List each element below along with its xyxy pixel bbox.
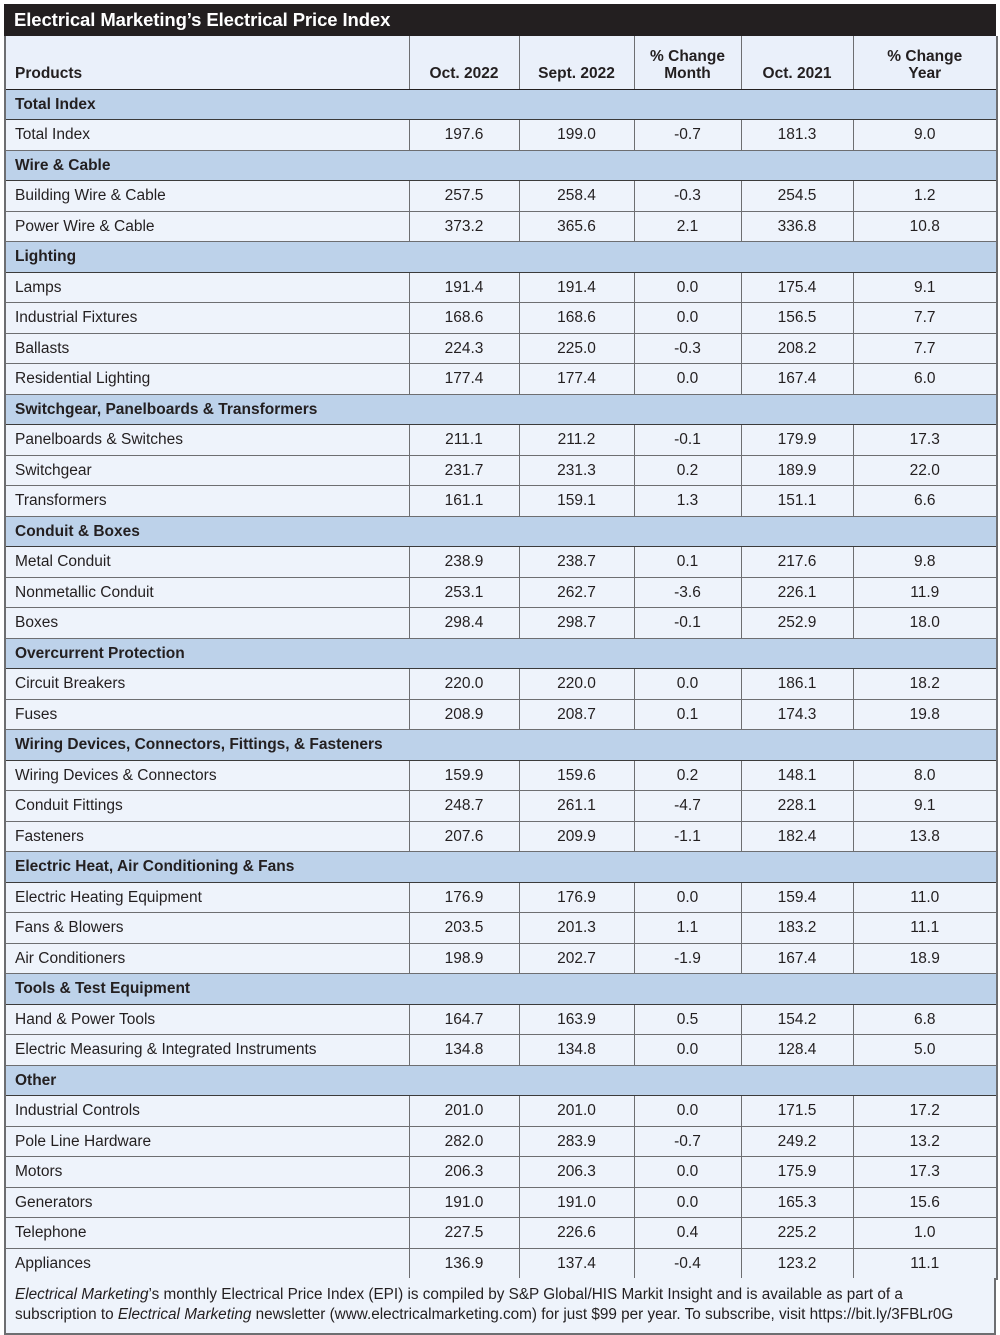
cell-oct-2021: 249.2 — [741, 1126, 853, 1157]
cell-sept-2022: 134.8 — [519, 1035, 634, 1066]
cell-oct-2022: 220.0 — [409, 669, 519, 700]
cell-oct-2022: 197.6 — [409, 120, 519, 151]
cell-pct-change-month: 0.0 — [634, 1035, 741, 1066]
section-header-row — [5, 852, 997, 883]
cell-sept-2022: 176.9 — [519, 882, 634, 913]
column-header-pct-change-year — [853, 36, 997, 89]
table-row — [5, 1004, 997, 1035]
cell-product-name: Switchgear — [5, 455, 409, 486]
cell-pct-change-year: 18.0 — [853, 608, 997, 639]
cell-pct-change-month: 0.5 — [634, 1004, 741, 1035]
cell-oct-2021: 208.2 — [741, 333, 853, 364]
cell-pct-change-year: 9.0 — [853, 120, 997, 151]
table-row — [5, 882, 997, 913]
cell-product-name: Motors — [5, 1157, 409, 1188]
cell-oct-2022: 201.0 — [409, 1096, 519, 1127]
page-title: Electrical Marketing’s Electrical Price Index — [4, 4, 996, 36]
cell-product-name: Industrial Fixtures — [5, 303, 409, 334]
table-row — [5, 1218, 997, 1249]
cell-pct-change-year: 6.6 — [853, 486, 997, 517]
cell-oct-2022: 211.1 — [409, 425, 519, 456]
cell-sept-2022: 298.7 — [519, 608, 634, 639]
footnote-text-2: newsletter (www.electricalmarketing.com) for just $99 per year. To subscribe, visit https://bit.ly/3FBLr0G — [251, 1306, 954, 1324]
cell-sept-2022: 159.6 — [519, 760, 634, 791]
cell-product-name: Ballasts — [5, 333, 409, 364]
cell-product-name: Fans & Blowers — [5, 913, 409, 944]
table-row — [5, 1187, 997, 1218]
table-row — [5, 699, 997, 730]
cell-oct-2021: 165.3 — [741, 1187, 853, 1218]
cell-pct-change-year: 11.0 — [853, 882, 997, 913]
column-header-pct-change-month-line1: % Change — [650, 47, 725, 65]
cell-pct-change-year: 11.9 — [853, 577, 997, 608]
cell-sept-2022: 261.1 — [519, 791, 634, 822]
cell-oct-2022: 224.3 — [409, 333, 519, 364]
cell-pct-change-month: -0.1 — [634, 608, 741, 639]
cell-sept-2022: 137.4 — [519, 1248, 634, 1279]
cell-oct-2021: 154.2 — [741, 1004, 853, 1035]
cell-oct-2021: 128.4 — [741, 1035, 853, 1066]
cell-oct-2021: 254.5 — [741, 181, 853, 212]
cell-pct-change-month: -3.6 — [634, 577, 741, 608]
cell-product-name: Fasteners — [5, 821, 409, 852]
cell-oct-2022: 177.4 — [409, 364, 519, 395]
table-row — [5, 608, 997, 639]
cell-pct-change-year: 13.2 — [853, 1126, 997, 1157]
table-row — [5, 1096, 997, 1127]
section-header-label: Electric Heat, Air Conditioning & Fans — [5, 852, 997, 883]
section-header-row — [5, 394, 997, 425]
column-header-sept-2022: Sept. 2022 — [519, 36, 634, 89]
cell-oct-2021: 175.4 — [741, 272, 853, 303]
section-header-row — [5, 89, 997, 120]
cell-oct-2022: 206.3 — [409, 1157, 519, 1188]
cell-oct-2022: 257.5 — [409, 181, 519, 212]
cell-oct-2022: 373.2 — [409, 211, 519, 242]
footnote-text-1: ’s monthly Electrical Price Index (EPI) is compiled by S&P Global/HIS Markit Insight and is available as part of a subscription to — [15, 1286, 903, 1324]
cell-pct-change-month: 0.0 — [634, 669, 741, 700]
table-row — [5, 1248, 997, 1279]
cell-sept-2022: 191.4 — [519, 272, 634, 303]
cell-product-name: Conduit Fittings — [5, 791, 409, 822]
cell-oct-2021: 181.3 — [741, 120, 853, 151]
cell-sept-2022: 226.6 — [519, 1218, 634, 1249]
column-header-oct-2022: Oct. 2022 — [409, 36, 519, 89]
column-header-pct-change-year-line1: % Change — [887, 47, 963, 65]
cell-product-name: Lamps — [5, 272, 409, 303]
section-header-row — [5, 516, 997, 547]
cell-pct-change-month: 0.0 — [634, 882, 741, 913]
cell-oct-2022: 248.7 — [409, 791, 519, 822]
cell-oct-2021: 225.2 — [741, 1218, 853, 1249]
cell-oct-2022: 208.9 — [409, 699, 519, 730]
section-header-label: Wiring Devices, Connectors, Fittings, & Fasteners — [5, 730, 997, 761]
section-header-row — [5, 150, 997, 181]
table-row — [5, 1035, 997, 1066]
cell-pct-change-month: -0.3 — [634, 181, 741, 212]
cell-sept-2022: 202.7 — [519, 943, 634, 974]
table-row — [5, 669, 997, 700]
cell-sept-2022: 231.3 — [519, 455, 634, 486]
table-row — [5, 486, 997, 517]
table-row — [5, 425, 997, 456]
cell-oct-2022: 207.6 — [409, 821, 519, 852]
cell-product-name: Generators — [5, 1187, 409, 1218]
cell-pct-change-month: 0.0 — [634, 272, 741, 303]
cell-oct-2022: 164.7 — [409, 1004, 519, 1035]
cell-pct-change-month: -1.9 — [634, 943, 741, 974]
cell-pct-change-year: 1.2 — [853, 181, 997, 212]
section-header-label: Tools & Test Equipment — [5, 974, 997, 1005]
cell-product-name: Electric Heating Equipment — [5, 882, 409, 913]
cell-oct-2022: 134.8 — [409, 1035, 519, 1066]
cell-pct-change-month: -1.1 — [634, 821, 741, 852]
cell-pct-change-year: 1.0 — [853, 1218, 997, 1249]
section-header-label: Overcurrent Protection — [5, 638, 997, 669]
cell-oct-2021: 217.6 — [741, 547, 853, 578]
cell-product-name: Wiring Devices & Connectors — [5, 760, 409, 791]
cell-sept-2022: 206.3 — [519, 1157, 634, 1188]
cell-pct-change-month: -0.1 — [634, 425, 741, 456]
cell-pct-change-month: -0.4 — [634, 1248, 741, 1279]
cell-sept-2022: 199.0 — [519, 120, 634, 151]
table-row — [5, 821, 997, 852]
cell-sept-2022: 238.7 — [519, 547, 634, 578]
table-row — [5, 943, 997, 974]
section-header-label: Lighting — [5, 242, 997, 273]
cell-product-name: Transformers — [5, 486, 409, 517]
cell-oct-2022: 191.4 — [409, 272, 519, 303]
cell-pct-change-year: 9.8 — [853, 547, 997, 578]
cell-product-name: Hand & Power Tools — [5, 1004, 409, 1035]
section-header-label: Other — [5, 1065, 997, 1096]
cell-oct-2021: 226.1 — [741, 577, 853, 608]
cell-pct-change-month: 0.0 — [634, 303, 741, 334]
cell-oct-2021: 148.1 — [741, 760, 853, 791]
cell-pct-change-month: 0.1 — [634, 699, 741, 730]
cell-oct-2022: 161.1 — [409, 486, 519, 517]
section-header-row — [5, 242, 997, 273]
cell-pct-change-month: 0.0 — [634, 1096, 741, 1127]
cell-pct-change-month: -4.7 — [634, 791, 741, 822]
table-row — [5, 455, 997, 486]
cell-pct-change-year: 9.1 — [853, 272, 997, 303]
table-column-header-row — [5, 36, 997, 89]
cell-product-name: Industrial Controls — [5, 1096, 409, 1127]
cell-pct-change-year: 7.7 — [853, 303, 997, 334]
cell-product-name: Building Wire & Cable — [5, 181, 409, 212]
cell-oct-2022: 253.1 — [409, 577, 519, 608]
cell-sept-2022: 211.2 — [519, 425, 634, 456]
cell-product-name: Boxes — [5, 608, 409, 639]
cell-oct-2022: 298.4 — [409, 608, 519, 639]
cell-oct-2021: 156.5 — [741, 303, 853, 334]
cell-oct-2022: 203.5 — [409, 913, 519, 944]
column-header-pct-change-year-line2: Year — [908, 65, 942, 83]
cell-pct-change-month: 0.0 — [634, 364, 741, 395]
cell-pct-change-month: 1.3 — [634, 486, 741, 517]
cell-oct-2022: 159.9 — [409, 760, 519, 791]
cell-oct-2021: 167.4 — [741, 943, 853, 974]
cell-product-name: Pole Line Hardware — [5, 1126, 409, 1157]
column-header-oct-2021: Oct. 2021 — [741, 36, 853, 89]
column-header-pct-change-month — [634, 36, 741, 89]
cell-product-name: Nonmetallic Conduit — [5, 577, 409, 608]
cell-pct-change-year: 22.0 — [853, 455, 997, 486]
cell-oct-2021: 167.4 — [741, 364, 853, 395]
cell-pct-change-year: 15.6 — [853, 1187, 997, 1218]
cell-pct-change-month: 0.0 — [634, 1187, 741, 1218]
cell-sept-2022: 225.0 — [519, 333, 634, 364]
cell-sept-2022: 208.7 — [519, 699, 634, 730]
cell-product-name: Residential Lighting — [5, 364, 409, 395]
cell-pct-change-year: 17.3 — [853, 425, 997, 456]
cell-pct-change-year: 19.8 — [853, 699, 997, 730]
cell-sept-2022: 159.1 — [519, 486, 634, 517]
cell-pct-change-year: 11.1 — [853, 913, 997, 944]
cell-pct-change-month: 1.1 — [634, 913, 741, 944]
cell-sept-2022: 209.9 — [519, 821, 634, 852]
table-row — [5, 913, 997, 944]
cell-pct-change-month: -0.7 — [634, 1126, 741, 1157]
cell-pct-change-year: 18.2 — [853, 669, 997, 700]
cell-oct-2021: 151.1 — [741, 486, 853, 517]
cell-oct-2022: 136.9 — [409, 1248, 519, 1279]
cell-pct-change-year: 17.3 — [853, 1157, 997, 1188]
cell-product-name: Fuses — [5, 699, 409, 730]
cell-oct-2021: 174.3 — [741, 699, 853, 730]
table-row — [5, 181, 997, 212]
cell-product-name: Circuit Breakers — [5, 669, 409, 700]
cell-oct-2021: 159.4 — [741, 882, 853, 913]
cell-sept-2022: 191.0 — [519, 1187, 634, 1218]
cell-oct-2021: 228.1 — [741, 791, 853, 822]
cell-sept-2022: 168.6 — [519, 303, 634, 334]
cell-oct-2021: 336.8 — [741, 211, 853, 242]
cell-oct-2021: 186.1 — [741, 669, 853, 700]
cell-product-name: Electric Measuring & Integrated Instruments — [5, 1035, 409, 1066]
cell-pct-change-year: 7.7 — [853, 333, 997, 364]
cell-pct-change-year: 6.8 — [853, 1004, 997, 1035]
cell-pct-change-month: 0.1 — [634, 547, 741, 578]
cell-sept-2022: 201.0 — [519, 1096, 634, 1127]
cell-pct-change-year: 11.1 — [853, 1248, 997, 1279]
cell-pct-change-month: 0.0 — [634, 1157, 741, 1188]
cell-pct-change-month: 0.2 — [634, 455, 741, 486]
footnote-publication-name-1: Electrical Marketing — [15, 1286, 149, 1303]
cell-pct-change-month: -0.3 — [634, 333, 741, 364]
table-row — [5, 547, 997, 578]
cell-pct-change-year: 6.0 — [853, 364, 997, 395]
electrical-price-index-table — [4, 36, 998, 1280]
cell-oct-2022: 282.0 — [409, 1126, 519, 1157]
cell-oct-2021: 183.2 — [741, 913, 853, 944]
cell-sept-2022: 201.3 — [519, 913, 634, 944]
table-row — [5, 120, 997, 151]
table-row — [5, 1157, 997, 1188]
cell-oct-2021: 182.4 — [741, 821, 853, 852]
cell-product-name: Power Wire & Cable — [5, 211, 409, 242]
cell-pct-change-month: 0.4 — [634, 1218, 741, 1249]
footnote-publication-name-2: Electrical Marketing — [117, 1306, 252, 1324]
cell-oct-2021: 189.9 — [741, 455, 853, 486]
section-header-label: Switchgear, Panelboards & Transformers — [5, 394, 997, 425]
cell-oct-2022: 176.9 — [409, 882, 519, 913]
section-header-label: Wire & Cable — [5, 150, 997, 181]
cell-sept-2022: 163.9 — [519, 1004, 634, 1035]
table-row — [5, 791, 997, 822]
cell-sept-2022: 258.4 — [519, 181, 634, 212]
cell-oct-2022: 231.7 — [409, 455, 519, 486]
cell-pct-change-year: 10.8 — [853, 211, 997, 242]
table-row — [5, 364, 997, 395]
cell-pct-change-year: 8.0 — [853, 760, 997, 791]
cell-product-name: Appliances — [5, 1248, 409, 1279]
cell-sept-2022: 220.0 — [519, 669, 634, 700]
cell-sept-2022: 365.6 — [519, 211, 634, 242]
section-header-row — [5, 638, 997, 669]
cell-product-name: Total Index — [5, 120, 409, 151]
section-header-label: Total Index — [5, 89, 997, 120]
cell-product-name: Metal Conduit — [5, 547, 409, 578]
cell-product-name: Telephone — [5, 1218, 409, 1249]
cell-oct-2022: 168.6 — [409, 303, 519, 334]
section-header-label: Conduit & Boxes — [5, 516, 997, 547]
cell-pct-change-month: 2.1 — [634, 211, 741, 242]
cell-pct-change-year: 9.1 — [853, 791, 997, 822]
cell-sept-2022: 283.9 — [519, 1126, 634, 1157]
cell-oct-2022: 227.5 — [409, 1218, 519, 1249]
column-header-pct-change-month-line2: Month — [664, 65, 711, 83]
table-row — [5, 333, 997, 364]
cell-pct-change-year: 13.8 — [853, 821, 997, 852]
cell-oct-2021: 171.5 — [741, 1096, 853, 1127]
table-row — [5, 272, 997, 303]
column-header-products: Products — [5, 36, 409, 89]
section-header-row — [5, 730, 997, 761]
table-row — [5, 1126, 997, 1157]
table-row — [5, 211, 997, 242]
cell-oct-2022: 191.0 — [409, 1187, 519, 1218]
cell-pct-change-month: -0.7 — [634, 120, 741, 151]
cell-product-name: Air Conditioners — [5, 943, 409, 974]
section-header-row — [5, 974, 997, 1005]
cell-oct-2021: 252.9 — [741, 608, 853, 639]
cell-oct-2022: 198.9 — [409, 943, 519, 974]
cell-sept-2022: 177.4 — [519, 364, 634, 395]
table-row — [5, 760, 997, 791]
cell-product-name: Panelboards & Switches — [5, 425, 409, 456]
cell-oct-2021: 179.9 — [741, 425, 853, 456]
section-header-row — [5, 1065, 997, 1096]
table-row — [5, 577, 997, 608]
cell-pct-change-month: 0.2 — [634, 760, 741, 791]
cell-sept-2022: 262.7 — [519, 577, 634, 608]
cell-oct-2022: 238.9 — [409, 547, 519, 578]
cell-pct-change-year: 18.9 — [853, 943, 997, 974]
cell-pct-change-year: 5.0 — [853, 1035, 997, 1066]
table-row — [5, 303, 997, 334]
cell-oct-2021: 175.9 — [741, 1157, 853, 1188]
cell-oct-2021: 123.2 — [741, 1248, 853, 1279]
cell-pct-change-year: 17.2 — [853, 1096, 997, 1127]
